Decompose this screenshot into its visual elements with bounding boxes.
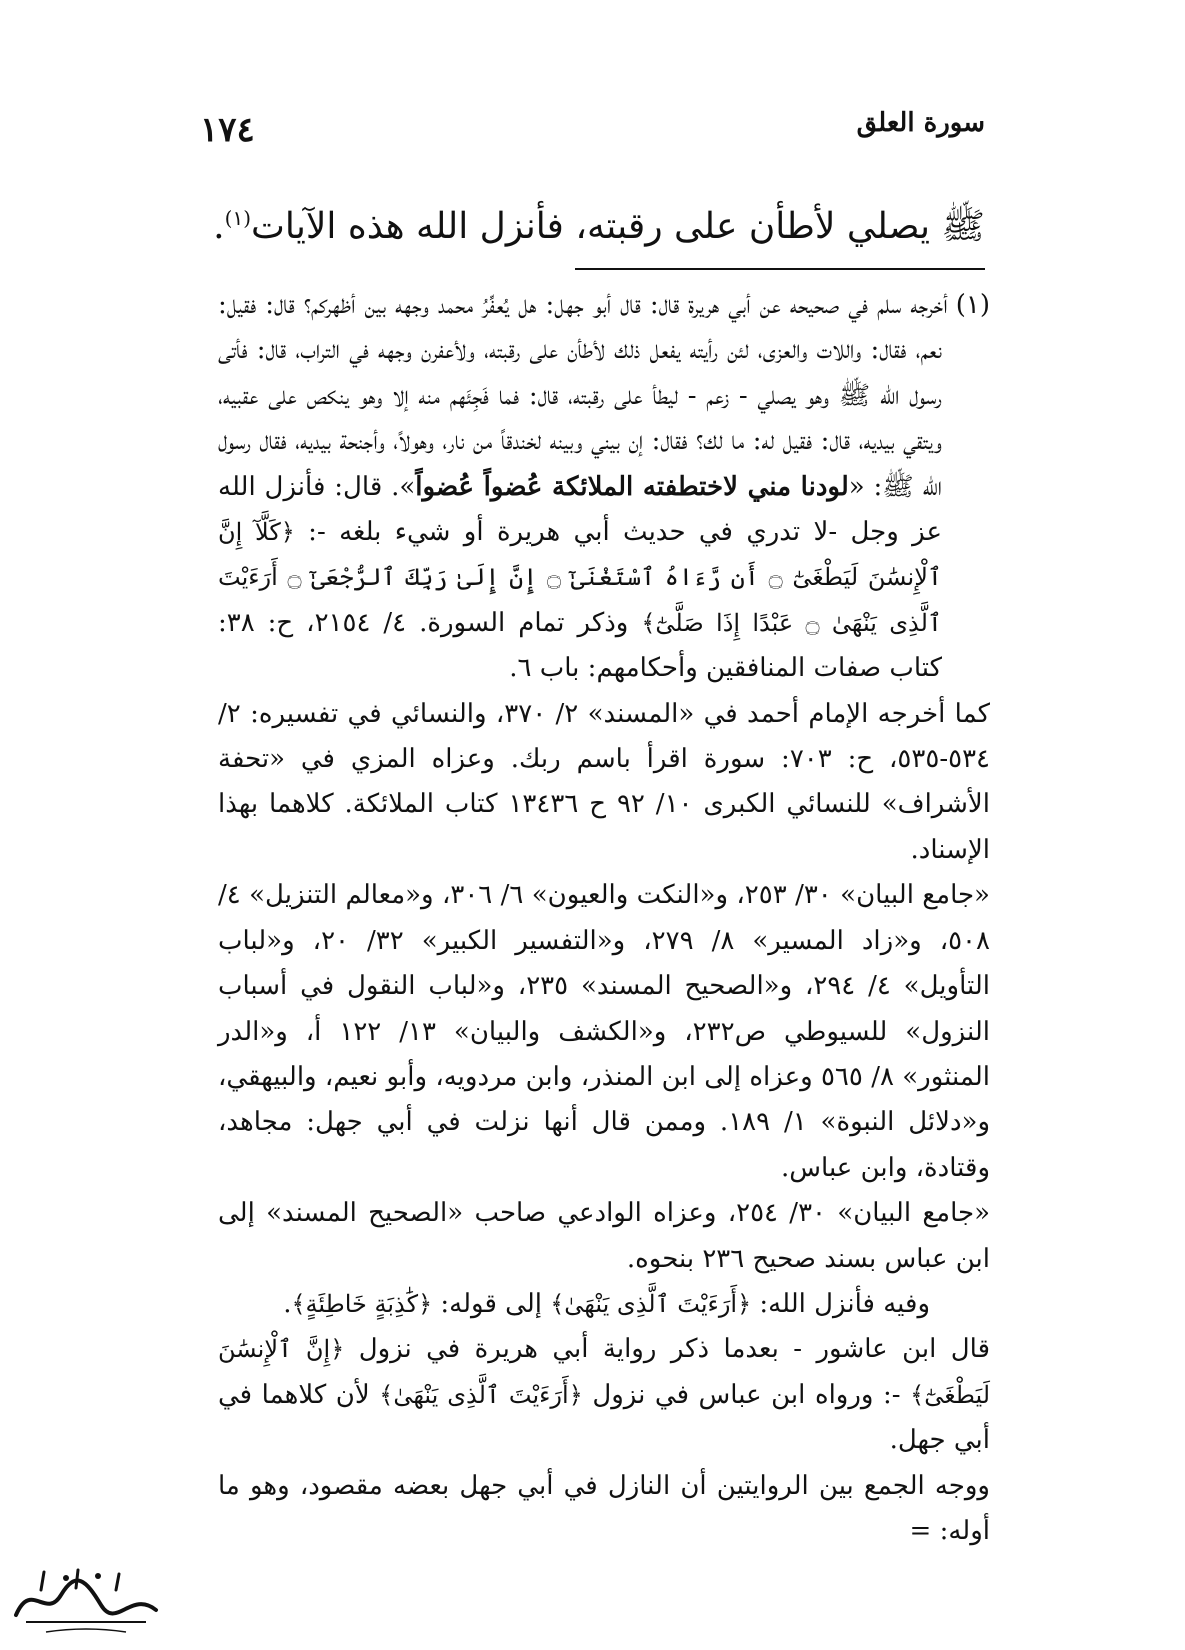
footnote-text: وفيه فأنزل الله: <box>751 1288 930 1319</box>
library-logo-icon <box>6 1560 166 1640</box>
footnote-paragraph-4: «جامع البيان» ٣٠/ ٢٥٤، وعزاه الوادعي صاحب «الصحيح المسند» إلى ابن عباس بسند صحيح ٢٣٦ بنحوه. <box>218 1198 990 1274</box>
quran-verse: ﴿إِنَّ ٱلْإِنسَٰنَ لَيَطْغَىٰٓ﴾ <box>218 1335 991 1409</box>
quran-verse: ﴿أَرَءَيْتَ ٱلَّذِى يَنْهَىٰ﴾ <box>550 1289 752 1318</box>
footnote-marker: (١) <box>955 290 990 320</box>
main-text-end: . <box>213 206 225 247</box>
page-number: ١٧٤ <box>200 110 255 150</box>
footnote-text: وذكر تمام السورة. ٤/ ٢١٥٤، ح: ٣٨: كتاب صفات المنافقين وأحكامهم: باب ٦. <box>218 607 942 684</box>
quran-verse: ﴿كَٰذِبَةٍ خَاطِئَةٍ﴾ <box>291 1289 433 1318</box>
running-title: سورة العلق <box>856 108 985 138</box>
footnote-paragraph-1 <box>218 283 990 692</box>
footnote-text: لأن كلاهما في أبي جهل. <box>218 1379 990 1456</box>
footnote-reference[interactable]: (١) <box>224 206 251 230</box>
quran-verse: ﴿كَلَّآ إِنَّ ٱلْإِنسَٰنَ لَيَطْغَىٰٓ ۝ أَن رَّءَاهُ ٱسْتَغْنَىٰٓ ۝ إِنَّ إِلَىٰ رَبِّكَ ٱلرُّجْعَىٰٓ ۝ أَرَءَيْتَ ٱلَّذِى يَنْهَىٰ ۝ عَبْدًا إِذَا صَلَّىٰٓ﴾ <box>218 518 942 637</box>
footnote-paragraph-6 <box>218 1327 990 1463</box>
footnote-paragraph-2: كما أخرجه الإمام أحمد في «المسند» ٢/ ٣٧٠، والنسائي في تفسيره: ٢/ ٥٣٤-٥٣٥، ح: ٧٠٣: سورة اقرأ باسم ربك. وعزاه المزي في «تحفة الأشراف» للنسائي الكبرى ١٠/ ٩٢ ح ١٣٤٣٦ كتاب الملائكة. كلاهما بهذا الإسناد. <box>218 698 991 865</box>
footnote-text: -: ورواه ابن عباس في نزول <box>582 1379 911 1410</box>
footnote-paragraph-5 <box>218 1282 990 1327</box>
main-text-line: ﷺ يصلي لأطأن على رقبته، فأنزل الله هذه الآيات <box>251 206 985 247</box>
footnote-paragraph-3: «جامع البيان» ٣٠/ ٢٥٣، و«النكت والعيون» ٦/ ٣٠٦، و«معالم التنزيل» ٤/ ٥٠٨، و«زاد المسير» ٨/ ٢٧٩، و«التفسير الكبير» ٣٢/ ٢٠، و«لباب التأويل» ٤/ ٢٩٤، و«الصحيح المسند» ٢٣٥، و«لباب النقول في أسباب النزول» للسيوطي ص٢٣٢، و«الكشف والبيان» ١٣/ ١٢٢ أ، و«الدر المنثور» ٨/ ٥٦٥ وعزاه إلى ابن المنذر، وابن مردويه، وأبو نعيم، والبيهقي، و«دلائل النبوة» ١/ ١٨٩. وممن قال أنها نزلت في أبي جهل: مجاهد، وقتادة، وابن عباس. <box>218 880 991 1183</box>
main-text <box>200 190 985 255</box>
footnote-text: ». قال: فأنزل الله عز وجل -لا تدري في حديث أبي هريرة أو شيء بلغه -: <box>218 471 942 548</box>
footnote-text: إلى قوله: <box>432 1288 551 1319</box>
footnote-text: . <box>283 1288 292 1319</box>
page-header <box>200 100 985 150</box>
footnote-divider <box>575 268 985 270</box>
footnote-paragraph-7: ووجه الجمع بين الروايتين أن النازل في أبي جهل بعضه مقصود، وهو ما أوله: = <box>218 1470 990 1546</box>
quran-verse: ﴿أَرَءَيْتَ ٱلَّذِى يَنْهَىٰ﴾ <box>379 1380 583 1409</box>
footnote-text: أخرجه سلم في صحيحه عن أبي هريرة قال: قال أبو جهل: هل يُعفِّرُ محمد وجهه بين أظهركم؟ قال: فقيل: نعم، فقال: واللات والعزى، لئن رأيته يفعل ذلك لأطأن على رقبته، ولأعفرن وجهه في التراب، قال: فأتى رسول الله ﷺ وهو يصلي - زعم - ليطأ على رقبته، قال: فما فَجِئَهم منه إلا وهو ينكص على عقبيه، ويتقي بيديه، قال: فقيل له: ما لك؟ فقال: إن بيني وبينه لخندقاً من نار، وهولاً، وأجنحة بيديه، فقال رسول الله ﷺ: « <box>218 290 948 502</box>
footnotes <box>218 283 990 1554</box>
footnote-text: قال ابن عاشور - بعدما ذكر رواية أبي هريرة في نزول <box>344 1334 991 1365</box>
hadith-quote: لودنا مني لاختطفته الملائكة عُضواً عُضواً <box>415 471 849 502</box>
